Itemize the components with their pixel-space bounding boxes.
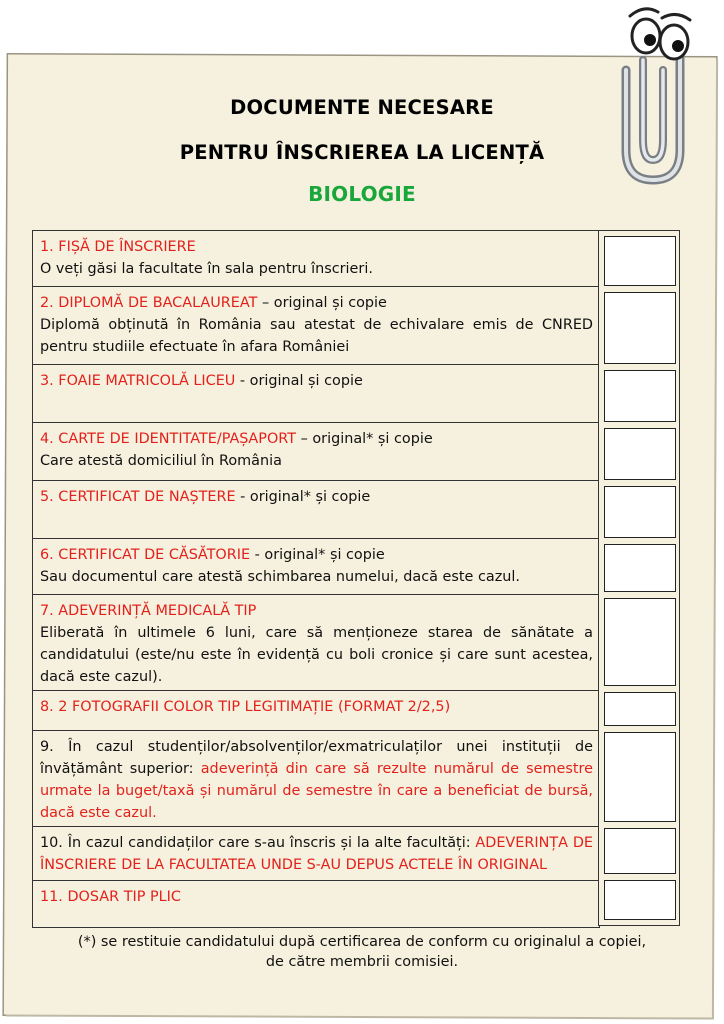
- checkbox-item-1[interactable]: [604, 236, 676, 286]
- item-title: 5. CERTIFICAT DE NAȘTERE: [40, 489, 236, 505]
- document-item-11: [33, 881, 599, 927]
- checkbox-item-6[interactable]: [604, 544, 676, 592]
- item-suffix: - original și copie: [235, 373, 363, 389]
- document-item-7: [33, 595, 599, 691]
- document-item-3: [33, 365, 599, 423]
- item-title: 6. CERTIFICAT DE CĂSĂTORIE: [40, 547, 251, 563]
- item-suffix: - original* și copie: [250, 547, 385, 563]
- item-prefix: 10. În cazul candidaților care s-au înscris și la alte facultăți:: [40, 835, 476, 851]
- item-description: Diplomă obținută în România sau atestat de echivalare emis de CNRED pentru studiile efectuate în afara României: [40, 317, 593, 355]
- page-title-line1: DOCUMENTE NECESARE: [230, 96, 494, 119]
- item-title: 8. 2 FOTOGRAFII COLOR TIP LEGITIMAȚIE (FORMAT 2/2,5): [40, 699, 451, 715]
- item-title: 4. CARTE DE IDENTITATE/PAȘAPORT: [40, 431, 297, 447]
- checkbox-item-11[interactable]: [604, 880, 676, 920]
- item-suffix: – original și copie: [257, 295, 387, 311]
- documents-table: [32, 230, 600, 928]
- document-item-4: [33, 423, 599, 481]
- document-item-5: [33, 481, 599, 539]
- document-item-2: [33, 287, 599, 365]
- item-red-text: ADEVERINȚA DE ÎNSCRIERE DE LA FACULTATEA UNDE S-AU DEPUS ACTELE ÎN ORIGINAL: [40, 835, 593, 873]
- page-title-line2: PENTRU ÎNSCRIEREA LA LICENȚĂ: [179, 141, 545, 164]
- item-title: 2. DIPLOMĂ DE BACALAUREAT: [40, 295, 258, 311]
- checkbox-item-4[interactable]: [604, 428, 676, 480]
- checkbox-item-9[interactable]: [604, 732, 676, 822]
- item-title: 1. FIȘĂ DE ÎNSCRIERE: [40, 239, 196, 255]
- item-red-text: adeverință din care să rezulte numărul de semestre urmate la buget/taxă și numărul de semestre în care a beneficiat de bursă, dacă este cazul.: [40, 761, 593, 821]
- document-item-6: [33, 539, 599, 595]
- item-description: O veți găsi la facultate în sala pentru înscrieri.: [40, 261, 373, 277]
- checkbox-item-8[interactable]: [604, 692, 676, 726]
- document-item-10: [33, 827, 599, 881]
- document-item-1: [33, 231, 599, 287]
- item-description: Eliberată în ultimele 6 luni, care să menționeze starea de sănătate a candidatului (este/nu este în evidență cu boli cronice și care sunt acestea, dacă este cazul).: [40, 625, 593, 685]
- checkbox-item-7[interactable]: [604, 598, 676, 686]
- item-suffix: - original* și copie: [235, 489, 371, 505]
- item-title: 3. FOAIE MATRICOLĂ LICEU: [40, 373, 236, 389]
- item-description: Care atestă domiciliul în România: [40, 453, 282, 469]
- item-title: 7. ADEVERINȚĂ MEDICALĂ TIP: [40, 603, 257, 619]
- item-suffix: – original* și copie: [296, 431, 433, 447]
- checkbox-item-10[interactable]: [604, 828, 676, 874]
- checkbox-item-3[interactable]: [604, 370, 676, 422]
- item-description: Sau documentul care atestă schimbarea numelui, dacă este cazul.: [40, 569, 520, 585]
- checkbox-item-5[interactable]: [604, 486, 676, 538]
- item-prefix: 9. În cazul studenților/absolvenților/exmatriculaților unei instituții de învățământ superior:: [40, 739, 593, 777]
- subject-title: BIOLOGIE: [308, 182, 416, 206]
- footnote-line2: de către membrii comisiei.: [265, 954, 459, 970]
- document-item-8: [33, 691, 599, 731]
- document-item-9: [33, 731, 599, 827]
- checkbox-item-2[interactable]: [604, 292, 676, 364]
- footnote-line1: (*) se restituie candidatului după certificarea de conform cu originalul a copiei,: [77, 934, 647, 950]
- item-title: 11. DOSAR TIP PLIC: [40, 889, 181, 905]
